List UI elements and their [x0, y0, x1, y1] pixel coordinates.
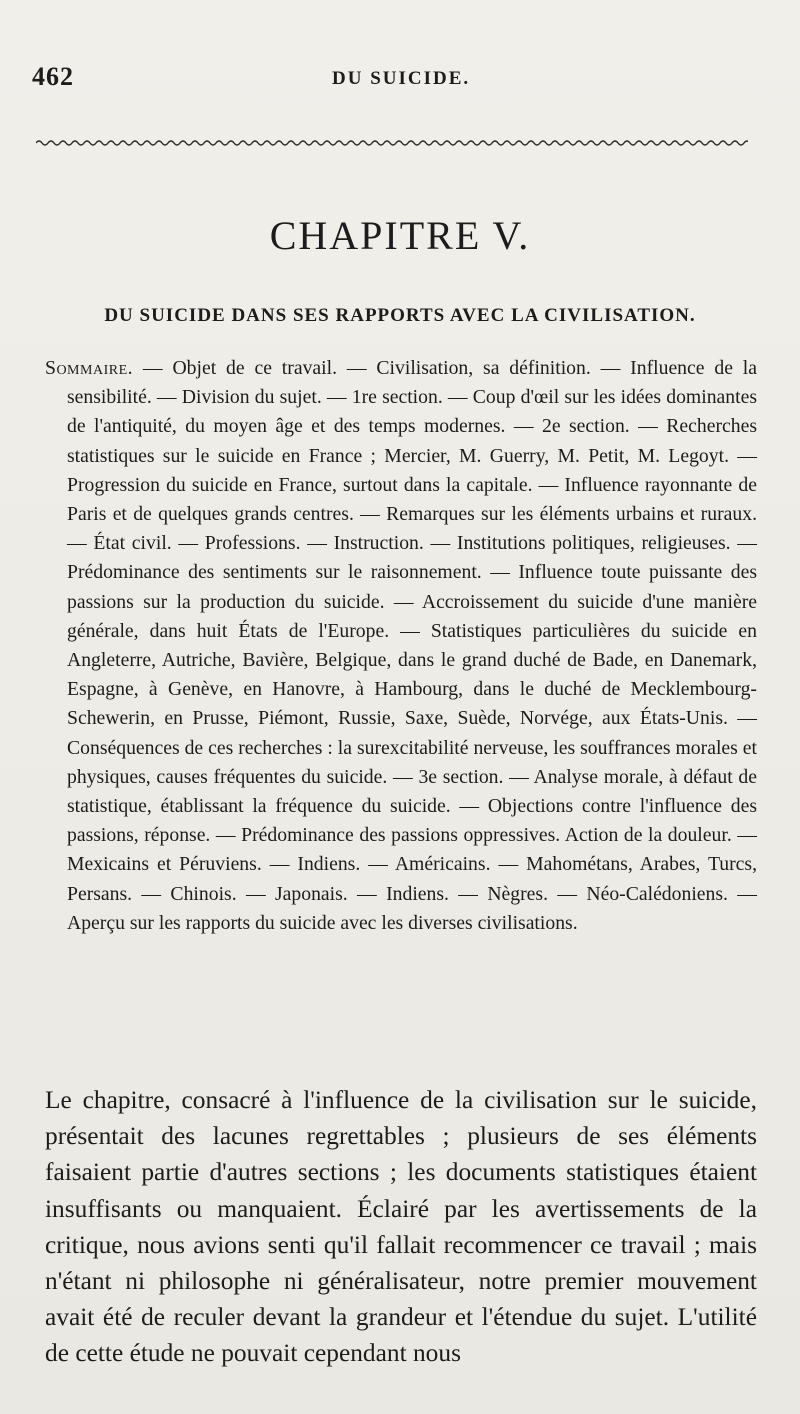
- page-number: 462: [32, 62, 74, 91]
- running-head: DU SUICIDE.: [332, 68, 471, 89]
- chapter-subtitle: DU SUICIDE DANS SES RAPPORTS AVEC LA CIVILISATION.: [104, 305, 696, 326]
- summary-text: — Objet de ce travail. — Civilisation, sa définition. — Influence de la sensibilité. — Division du sujet. — 1re section. — Coup d'œil sur les idées dominantes de l'antiquité, du moyen âge et des temps modernes. — 2e section. — Recherches statistiques sur le suicide en France ; Mercier, M. Guerry, M. Petit, M. Legoyt. — Progression du suicide en France, surtout dans la capitale. — Influence rayonnante de Paris et de quelques grands centres. — Remarques sur les éléments urbains et ruraux. — État civil. — Professions. — Instruction. — Institutions politiques, religieuses. — Prédominance des sentiments sur le raisonnement. — Influence toute puissante des passions sur la production du suicide. — Accroissement du suicide d'une manière générale, dans huit États de l'Europe. — Statistiques particulières du suicide en Angleterre, Autriche, Bavière, Belgique, dans le grand duché de Bade, en Danemark, Espagne, à Genève, en Hanovre, à Hambourg, dans le duché de Mecklembourg-Schewerin, en Prusse, Piémont, Russie, Saxe, Suède, Norvége, aux États-Unis. — Conséquences de ces recherches : la surexcitabilité nerveuse, les souffrances morales et physiques, causes fréquentes du suicide. — 3e section. — Analyse morale, à défaut de statistique, établissant la fréquence du suicide. — Objections contre l'influence des passions, réponse. — Prédominance des passions oppressives. Action de la douleur. — Mexicains et Péruviens. — Indiens. — Américains. — Mahométans, Arabes, Turcs, Persans. — Chinois. — Japonais. — Indiens. — Nègres. — Néo-Calédoniens. — Aperçu sur les rapports du suicide avec les diverses civilisations.: [67, 357, 757, 934]
- page-header: [32, 62, 760, 98]
- body-paragraph: Le chapitre, consacré à l'influence de la civilisation sur le suicide, présentait des lacunes regrettables ; plusieurs de ses éléments faisaient partie d'autres sections ; les documents statistiques étaient insuffisants ou manquaient. Éclairé par les avertissements de la critique, nous avions senti qu'il fallait recommencer ce travail ; mais n'étant ni philosophe ni généralisateur, notre premier mouvement avait été de reculer devant la grandeur et l'étendue du sujet. L'utilité de cette étude ne pouvait cependant nous: [45, 1086, 757, 1368]
- summary-label: Sommaire.: [45, 357, 134, 379]
- chapter-summary: [45, 354, 757, 938]
- chapter-title: CHAPITRE V.: [269, 213, 531, 258]
- decorative-wavy-rule: [36, 138, 748, 148]
